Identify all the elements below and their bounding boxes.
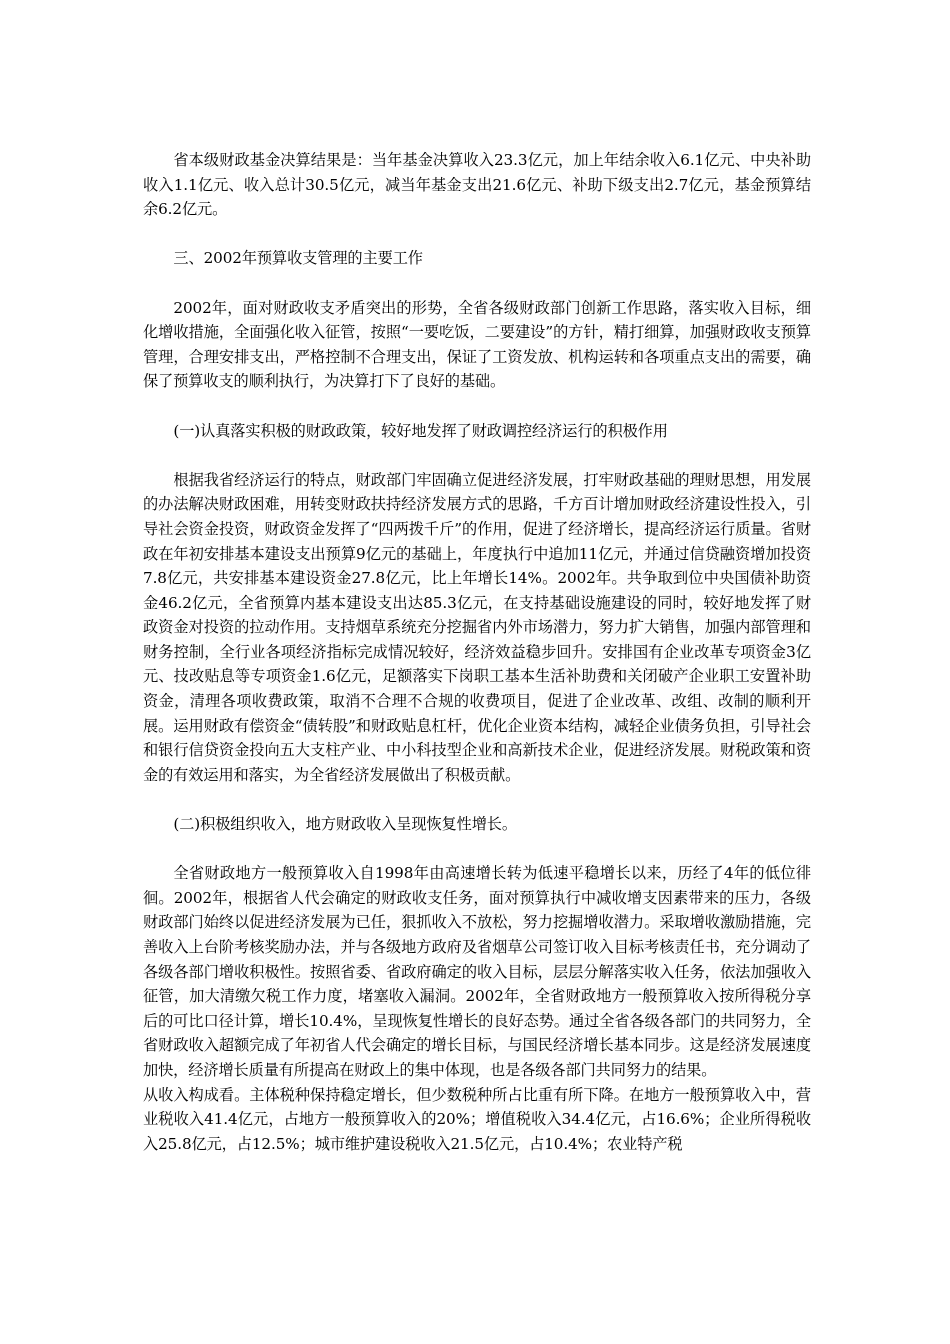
subheading-fiscal-policy: (一)认真落实积极的财政政策，较好地发挥了财政调控经济运行的积极作用 <box>173 421 668 440</box>
section-heading-2002-work: 三、2002年预算收支管理的主要工作 <box>173 249 423 268</box>
paragraph-fund-final-accounts: 省本级财政基金决算结果是：当年基金决算收入23.3亿元，加上年结余收入6.1亿元、中央补助收入1.1亿元、收入总计30.5亿元，减当年基金支出21.6亿元、补助下级支出2.7亿元，基金预算结余6.2亿元。 <box>143 151 811 219</box>
subheading-revenue: (二)积极组织收入，地方财政收入呈现恢复性增长。 <box>173 815 517 834</box>
paragraph-revenue-composition: 从收入构成看。主体税种保持稳定增长，但少数税种所占比重有所下降。在地方一般预算收入中，营业税收入41.4亿元，占地方一般预算收入的20%；增值税收入34.4亿元，占16.6%；企业所得税收入25.8亿元，占12.5%；城市维护建设税收入21.5亿元，占10.4%；农业特产税 <box>143 1085 811 1153</box>
document-page <box>143 148 811 1156</box>
paragraph-revenue-growth: 全省财政地方一般预算收入自1998年由高速增长转为低速平稳增长以来，历经了4年的低位徘徊。2002年，根据省人代会确定的财政收支任务，面对预算执行中减收增支因素带来的压力，各级财政部门始终以促进经济发展为已任，狠抓收入不放松，努力挖掘增收潜力。采取增收激励措施，完善收入上台阶考核奖励办法，并与各级地方政府及省烟草公司签订收入目标考核责任书，充分调动了各级各部门增收积极性。按照省委、省政府确定的收入目标，层层分解落实收入任务，依法加强收入征管，加大清缴欠税工作力度，堵塞收入漏洞。2002年，全省财政地方一般预算收入按所得税分享后的可比口径计算，增长10.4%，呈现恢复性增长的良好态势。通过全省各级各部门的共同努力，全省财政收入超额完成了年初省人代会确定的增长目标，与国民经济增长基本同步。这是经济发展速度加快，经济增长质量有所提高在财政上的集中体现，也是各级各部门共同努力的结果。 <box>143 864 811 1079</box>
paragraph-fiscal-policy: 根据我省经济运行的特点，财政部门牢固确立促进经济发展，打牢财政基础的理财思想，用发展的办法解决财政困难，用转变财政扶持经济发展方式的思路，千方百计增加财政经济建设性投入，引导社会资金投资，财政资金发挥了“四两拨千斤”的作用，促进了经济增长，提高经济运行质量。省财政在年初安排基本建设支出预算9亿元的基础上，年度执行中追加11亿元，并通过信贷融资增加投资7.8亿元，共安排基本建设资金27.8亿元，比上年增长14%。2002年。共争取到位中央国债补助资金46.2亿元，全省预算内基本建设支出达85.3亿元，在支持基础设施建设的同时，较好地发挥了财政资金对投资的拉动作用。支持烟草系统充分挖掘省内外市场潜力，努力扩大销售，加强内部管理和财务控制，全行业各项经济指标完成情况较好，经济效益稳步回升。安排国有企业改革专项资金3亿元、技改贴息等专项资金1.6亿元，足额落实下岗职工基本生活补助费和关闭破产企业职工安置补助资金，清理各项收费政策，取消不合理不合规的收费项目，促进了企业改革、改组、改制的顺利开展。运用财政有偿资金“债转股”和财政贴息杠杆，优化企业资本结构，减轻企业债务负担，引导社会和银行信贷资金投向五大支柱产业、中小科技型企业和高新技术企业，促进经济发展。财税政策和资金的有效运用和落实，为全省经济发展做出了积极贡献。 <box>143 470 811 784</box>
paragraph-2002-overview: 2002年，面对财政收支矛盾突出的形势，全省各级财政部门创新工作思路，落实收入目标，细化增收措施，全面强化收入征管，按照“一要吃饭，二要建设”的方针，精打细算，加强财政收支预算管理，合理安排支出，严格控制不合理支出，保证了工资发放、机构运转和各项重点支出的需要，确保了预算收支的顺利执行，为决算打下了良好的基础。 <box>143 298 811 391</box>
